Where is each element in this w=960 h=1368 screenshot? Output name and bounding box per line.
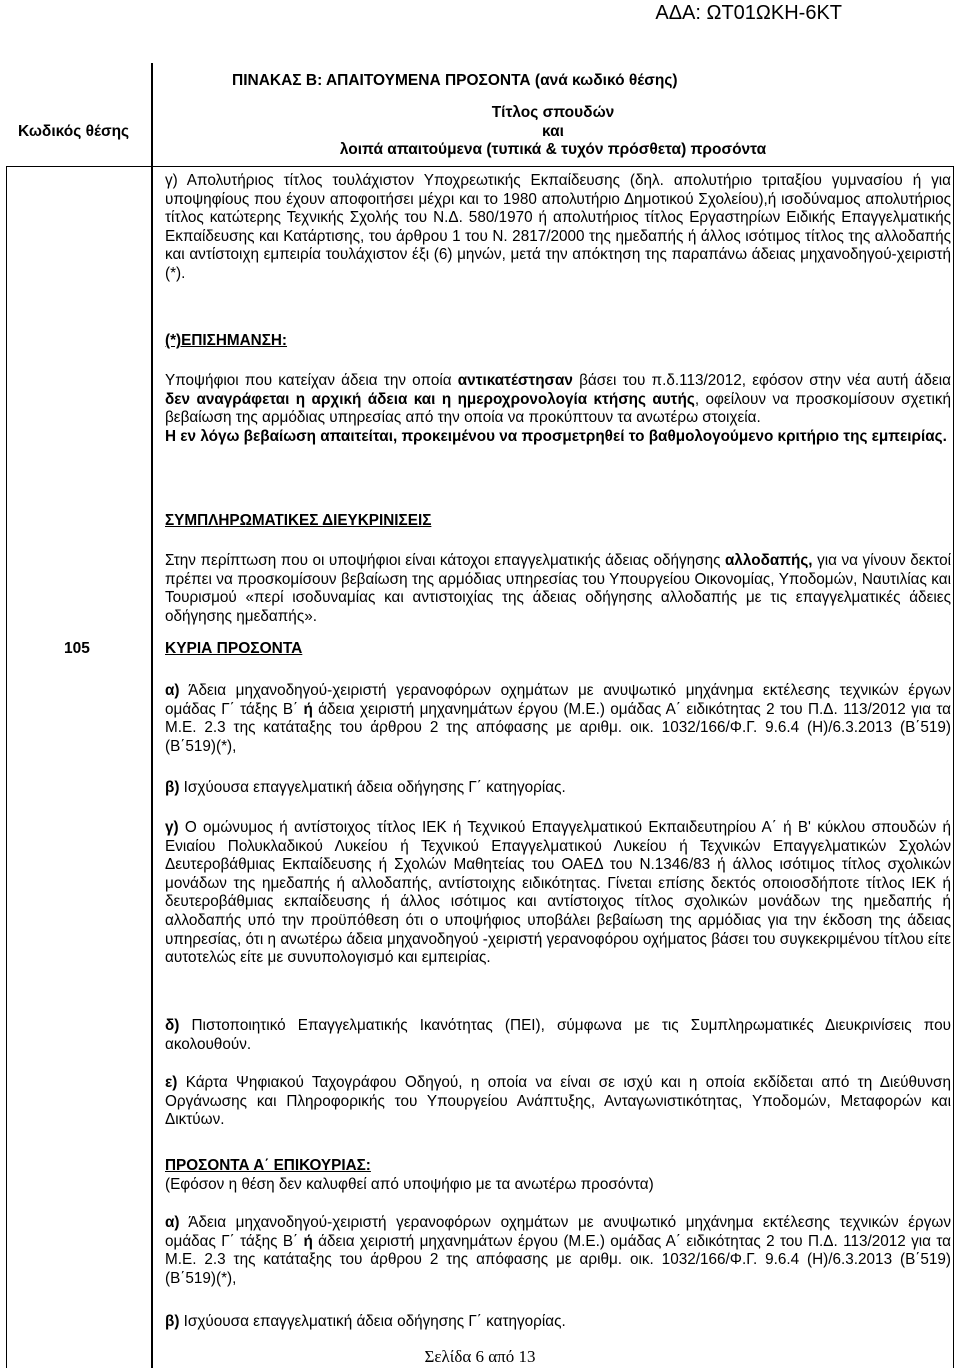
main-qualification-c xyxy=(165,819,951,968)
table-title: ΠΙΝΑΚΑΣ Β: ΑΠΑΙΤΟΥΜΕΝΑ ΠΡΟΣΟΝΤΑ (ανά κωδικό θέσης) xyxy=(232,72,678,89)
column-header-line-1: Τίτλος σπουδών xyxy=(491,104,615,121)
note-text-3: βάσει του π.δ.113/2012, εφόσον στην νέα αυτή άδεια xyxy=(572,372,951,389)
column-header-line-3: λοιπά απαιτούμενα (τυπικά & τυχόν πρόσθετα) προσόντα xyxy=(339,141,767,158)
note-paragraph xyxy=(165,372,951,428)
previous-position-text xyxy=(165,172,951,284)
aux-qualification-a-label: α) xyxy=(165,1214,180,1231)
aux-qualification-a-text: Άδεια μηχανοδηγού-χειριστή γερανοφόρων οχημάτων με ανυψωτικό μηχάνημα εκτέλεσης τεχνικών έργων ομάδας Γ΄ τάξης Β΄ xyxy=(165,1214,951,1250)
main-qualification-a xyxy=(165,682,951,756)
qualification-a-text-2: άδεια χειριστή μηχανημάτων έργου (Μ.Ε.) ομάδας Α΄ ειδικότητας 2 του Π.Δ. 113/2012 για τα Μ.Ε. 2.3 της κατάταξης του άρθρου 2 της απόφασης με αριθμ. οικ. 1032/166/Φ.Γ. 9.6.4 (Η)/6.3.2013 (Β΄519) (Β΄519)(*), xyxy=(165,700,952,755)
column-header-qualifications xyxy=(152,104,954,160)
aux-qualification-b-label: β) xyxy=(165,1313,180,1330)
note-text-2: αντικατέστησαν xyxy=(457,372,573,389)
supplementary-paragraph xyxy=(165,552,951,626)
document-reference-code: ΑΔΑ: ΩΤ01ΩΚΗ-6ΚΤ xyxy=(655,2,842,24)
qualification-c-label: γ) xyxy=(165,819,179,836)
note-text-1: Υποψήφιοι που κατείχαν άδεια την οποία xyxy=(165,372,458,389)
qualification-b-text: Ισχύουσα επαγγελματική άδεια οδήγησης Γ΄ κατηγορίας. xyxy=(179,779,566,796)
note-body xyxy=(165,372,951,446)
main-qualification-d xyxy=(165,1017,951,1054)
qualification-d-text: Πιστοποιητικό Επαγγελματικής Ικανότητας (ΠΕΙ), σύμφωνα με τις Συμπληρωματικές Διευκρινίσεις που ακολουθούν. xyxy=(165,1017,951,1053)
note-bold-paragraph: Η εν λόγω βεβαίωση απαιτείται, προκειμένου να προσμετρηθεί το βαθμολογούμενο κριτήριο της εμπειρίας. xyxy=(165,427,947,445)
note-heading: (*)ΕΠΙΣΗΜΑΝΣΗ: xyxy=(165,332,288,349)
position-code: 105 xyxy=(64,640,90,657)
auxiliary-qualification-a xyxy=(165,1214,951,1288)
supplementary-heading: ΣΥΜΠΛΗΡΩΜΑΤΙΚΕΣ ΔΙΕΥΚΡΙΝΙΣΕΙΣ xyxy=(165,512,432,529)
main-qualifications-heading: ΚΥΡΙΑ ΠΡΟΣΟΝΤΑ xyxy=(165,640,303,657)
aux-qualification-b-text: Ισχύουσα επαγγελματική άδεια οδήγησης Γ΄ κατηγορίας. xyxy=(179,1313,566,1330)
qualification-e-label: ε) xyxy=(165,1074,178,1091)
qualification-e-text: Κάρτα Ψηφιακού Ταχογράφου Οδηγού, η οποία να είναι σε ισχύ και η οποία εκδίδεται από τη Διεύθυνση Οργάνωσης και Πληροφορικής του Υπουργείου Ανάπτυξης, Ανταγωνιστικότητας, Υποδομών, Μεταφορών και Δικτύων. xyxy=(165,1074,951,1129)
column-header-code: Κωδικός θέσης xyxy=(18,123,130,140)
supplementary-text-1: Στην περίπτωση που οι υποψήφιοι είναι κάτοχοι επαγγελματικής άδειας οδήγησης xyxy=(165,552,726,569)
aux-qualification-a-or: ή xyxy=(303,1232,313,1250)
column-divider xyxy=(151,63,153,1368)
qualification-d-label: δ) xyxy=(165,1017,180,1034)
note-text-5: , οφείλουν να προσκομίσουν σχετική βεβαίωση της αρμόδιας υπηρεσίας από την οποία να προκύπτουν τα ανωτέρω στοιχεία. xyxy=(165,390,951,427)
note-text-4: δεν αναγράφεται η αρχική άδεια και η ημεροχρονολογία κτήσης αυτής xyxy=(165,390,695,408)
qualification-a-or: ή xyxy=(303,700,313,718)
auxiliary-subheading: (Εφόσον η θέση δεν καλυφθεί από υποψήφιο με τα ανωτέρω προσόντα) xyxy=(165,1175,654,1193)
auxiliary-heading: ΠΡΟΣΟΝΤΑ Α΄ ΕΠΙΚΟΥΡΙΑΣ: xyxy=(165,1157,371,1174)
aux-qualification-a-text-2: άδεια χειριστή μηχανημάτων έργου (Μ.Ε.) ομάδας Α΄ ειδικότητας 2 του Π.Δ. 113/2012 για τα Μ.Ε. 2.3 της κατάταξης του άρθρου 2 της απόφασης με αριθμ. οικ. 1032/166/Φ.Γ. 9.6.4 (Η)/6.3.2013 (Β΄519) (Β΄519)(*), xyxy=(165,1232,952,1287)
column-header-line-2: και xyxy=(542,122,564,140)
qualification-g-paragraph: γ) Απολυτήριος τίτλος τουλάχιστον Υποχρεωτικής Εκπαίδευσης (δηλ. απολυτήριο τριταξίου γυμνασίου ή για υποψηφίους που έχουν αποφοιτήσει μέχρι και το 1980 απολυτήριο Δημοτικού Σχολείου),ή ισοδύναμος απολυτήριος τίτλος κατώτερης Τεχνικής Σχολής του Ν.Δ. 580/1970 ή απολυτήριος τίτλος Εργαστηρίων Ειδικής Επαγγελματικής Εκπαίδευσης και Κατάρτισης, του άρθρου 1 του Ν. 2817/2000 της ημεδαπής ή άλλος ισότιμος τίτλος της αλλοδαπής και αντίστοιχη εμπειρία τουλάχιστον έξι (6) μηνών, μετά την απόκτηση της παραπάνω άδειας μηχανοδηγού-χειριστή (*). xyxy=(165,172,951,282)
qualification-c-text: Ο ομώνυμος ή αντίστοιχος τίτλος ΙΕΚ ή Τεχνικού Επαγγελματικού Εκπαιδευτηρίου Α΄ ή Β' κύκλου σπουδών ή Ενιαίου Πολυκλαδικού Λυκείου ή Τεχνικού Επαγγελματικού Λυκείου ή Τεχνικών Επαγγελματικών Σχολών Δευτεροβάθμιας Εκπαίδευσης ή Σχολών Μαθητείας του ΟΑΕΔ του Ν.1346/83 ή άλλος ισότιμος τίτλος σχολικών μονάδων της ημεδαπής ή αλλοδαπής, αντίστοιχης ειδικότητας. Γίνεται επίσης δεκτός οποιοσδήποτε τίτλος ΙΕΚ ή δευτεροβάθμιας εκπαίδευσης ή άλλος ισότιμος και αντίστοιχος τίτλος σχολικών μονάδων της ημεδαπής ή αλλοδαπής υπό την προϋπόθεση ότι ο υποψήφιος υποβάλει βεβαίωση της αρμόδιας για την έκδοση της άδειας υπηρεσίας, ότι η ανωτέρω άδεια μηχανοδηγού -χειριστή γερανοφόρου οχήματος βάσει του συγκεκριμένου τίτλου είτε αυτοτελώς είτε με συνυπολογισμό και εμπειρίας. xyxy=(165,819,951,967)
qualification-a-text: Άδεια μηχανοδηγού-χειριστή γερανοφόρων οχημάτων με ανυψωτικό μηχάνημα εκτέλεσης τεχνικών έργων ομάδας Γ΄ τάξης Β΄ xyxy=(165,682,951,718)
main-qualification-e xyxy=(165,1074,951,1130)
supplementary-text-2: αλλοδαπής, xyxy=(725,552,813,569)
supplementary-body xyxy=(165,552,951,626)
auxiliary-qualifications xyxy=(165,1157,951,1194)
qualification-a-label: α) xyxy=(165,682,180,699)
main-qualification-b xyxy=(165,779,951,798)
page-number: Σελίδα 6 από 13 xyxy=(424,1347,536,1366)
qualification-b-label: β) xyxy=(165,779,180,796)
supplementary-heading-block xyxy=(165,512,951,531)
auxiliary-qualification-b xyxy=(165,1313,951,1332)
note-section xyxy=(165,332,951,351)
supplementary-text-3: για να γίνουν δεκτοί πρέπει να προσκομίσουν βεβαίωση της αρμόδιας υπηρεσίας του Υπουργείου Οικονομίας, Υποδομών, Ναυτιλίας και Τουρισμού «περί ισοδυναμίας και αντιστοιχίας της άδειας οδήγησης αλλοδαπής με τις επαγγελματικές άδειες οδήγησης ημεδαπής». xyxy=(165,552,951,625)
